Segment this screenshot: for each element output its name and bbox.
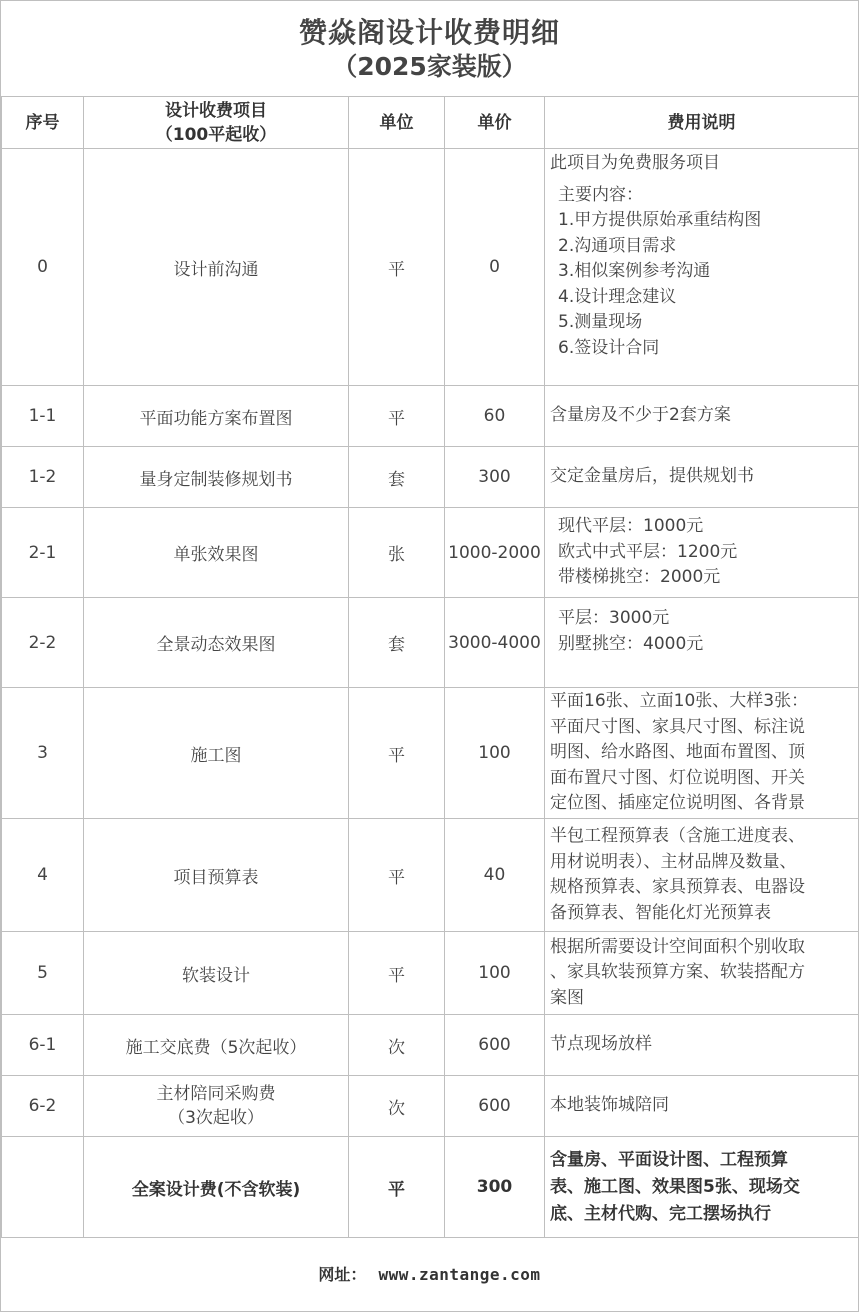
desc-line: 半包工程预算表（含施工进度表、 [550,826,805,846]
row-seq: 6-1 [2,1015,84,1076]
fee-table [1,96,859,1238]
total-desc [545,1137,859,1238]
row-price: 100 [445,932,545,1015]
row-unit: 次 [349,1015,445,1076]
row-unit: 平 [349,819,445,932]
desc-line: 用材说明表）、主材品牌及数量、 [550,851,797,872]
row-desc [545,1015,859,1076]
row-seq: 4 [2,819,84,932]
header-price: 单价 [445,97,545,149]
row-unit: 次 [349,1076,445,1137]
website-label: 网址： [318,1265,367,1284]
row-item: 施工交底费（5次起收） [84,1015,349,1076]
row-item: 量身定制装修规划书 [84,447,349,508]
row-seq: 0 [2,149,84,386]
row-unit: 平 [349,386,445,447]
footer [1,1237,858,1312]
desc-line: 面布置尺寸图、灯位说明图、开关 [550,767,805,788]
row-desc [545,688,859,819]
row-seq: 6-2 [2,1076,84,1137]
total-row [2,1137,859,1238]
row-item: 全景动态效果图 [84,598,349,688]
row-price: 300 [445,447,545,508]
row-desc [545,149,859,386]
page-subtitle: （2025家装版） [332,52,527,81]
row-seq: 2-1 [2,508,84,598]
header-seq: 序号 [2,97,84,149]
row-unit: 平 [349,932,445,1015]
desc-line: 平面尺寸图、家具尺寸图、标注说 [550,716,805,737]
row-price: 3000-4000 [445,598,545,688]
row-seq: 1-2 [2,447,84,508]
table-row [2,819,859,932]
row-seq: 3 [2,688,84,819]
desc-line: 主要内容： [558,184,643,205]
desc-line: 明图、给水路图、地面布置图、顶 [550,742,805,763]
row-unit: 平 [349,688,445,819]
row-price: 1000-2000 [445,508,545,598]
header-desc: 费用说明 [545,97,859,149]
desc-line: 含量房、平面设计图、工程预算 [550,1149,788,1170]
row-desc [545,386,859,447]
row-item: 软装设计 [84,932,349,1015]
row-seq: 5 [2,932,84,1015]
desc-line: 1.甲方提供原始承重结构图 [558,210,762,230]
row-item: 单张效果图 [84,508,349,598]
table-row [2,598,859,688]
table-row [2,386,859,447]
total-unit: 平 [349,1137,445,1238]
header-item-line2: （100平起收） [155,124,277,145]
desc-line: 定位图、插座定位说明图、各背景 [550,793,805,814]
desc-line: 4.设计理念建议 [558,286,677,307]
desc-line: 带楼梯挑空：2000元 [558,567,721,588]
table-header-row [2,97,859,149]
row-item: 施工图 [84,688,349,819]
row-item-line1: 主材陪同采购费 [156,1084,276,1104]
total-item: 全案设计费(不含软装) [84,1137,349,1238]
title-block [1,1,858,95]
table-row [2,149,859,386]
row-item: 设计前沟通 [84,149,349,386]
desc-line: 含量房及不少于2套方案 [550,405,731,426]
desc-line: 本地装饰城陪同 [550,1095,669,1116]
row-item: 项目预算表 [84,819,349,932]
row-desc [545,819,859,932]
header-item [84,97,349,149]
desc-line: 现代平层：1000元 [558,516,704,537]
table-row [2,688,859,819]
table-row [2,447,859,508]
desc-line: 备预算表、智能化灯光预算表 [550,902,771,923]
row-desc [545,598,859,688]
desc-line: 2.沟通项目需求 [558,235,677,256]
desc-line: 此项目为免费服务项目 [550,153,720,173]
table-row [2,1076,859,1137]
row-desc [545,447,859,508]
row-seq: 1-1 [2,386,84,447]
desc-line: 交定金量房后，提供规划书 [550,466,754,487]
header-item-line1: 设计收费项目 [165,100,267,121]
desc-line: 6.签设计合同 [558,337,660,358]
desc-line: 根据所需要设计空间面积个别收取 [550,936,805,957]
website-link[interactable]: www.zantange.com [378,1265,541,1284]
desc-line: 5.测量现场 [558,312,643,332]
desc-line: 规格预算表、家具预算表、电器设 [550,877,805,897]
row-item [84,1076,349,1137]
row-desc [545,1076,859,1137]
row-unit: 套 [349,447,445,508]
desc-line: 3.相似案例参考沟通 [558,261,711,281]
total-price: 300 [445,1137,545,1238]
desc-line: 平层：3000元 [558,608,670,628]
desc-line: 平面16张、立面10张、大样3张： [550,691,809,712]
desc-line: 案图 [550,987,584,1008]
row-price: 0 [445,149,545,386]
desc-line: 表、施工图、效果图5张、现场交 [550,1176,800,1197]
desc-line: 欧式中式平层：1200元 [558,541,738,562]
row-price: 40 [445,819,545,932]
row-unit: 张 [349,508,445,598]
row-desc [545,508,859,598]
table-row [2,508,859,598]
row-item: 平面功能方案布置图 [84,386,349,447]
page-title: 赞焱阁设计收费明细 [298,16,560,49]
row-price: 600 [445,1076,545,1137]
table-row [2,1015,859,1076]
desc-line: 节点现场放样 [550,1034,652,1055]
row-unit: 套 [349,598,445,688]
desc-line: 别墅挑空：4000元 [558,633,704,654]
row-unit: 平 [349,149,445,386]
row-desc [545,932,859,1015]
row-item-line2: （3次起收） [168,1108,264,1128]
row-price: 60 [445,386,545,447]
desc-line: 底、主材代购、完工摆场执行 [550,1203,771,1224]
header-unit: 单位 [349,97,445,149]
row-seq: 2-2 [2,598,84,688]
total-seq [2,1137,84,1238]
table-row [2,932,859,1015]
row-price: 600 [445,1015,545,1076]
row-price: 100 [445,688,545,819]
desc-line: 、家具软装预算方案、软装搭配方 [550,962,805,983]
